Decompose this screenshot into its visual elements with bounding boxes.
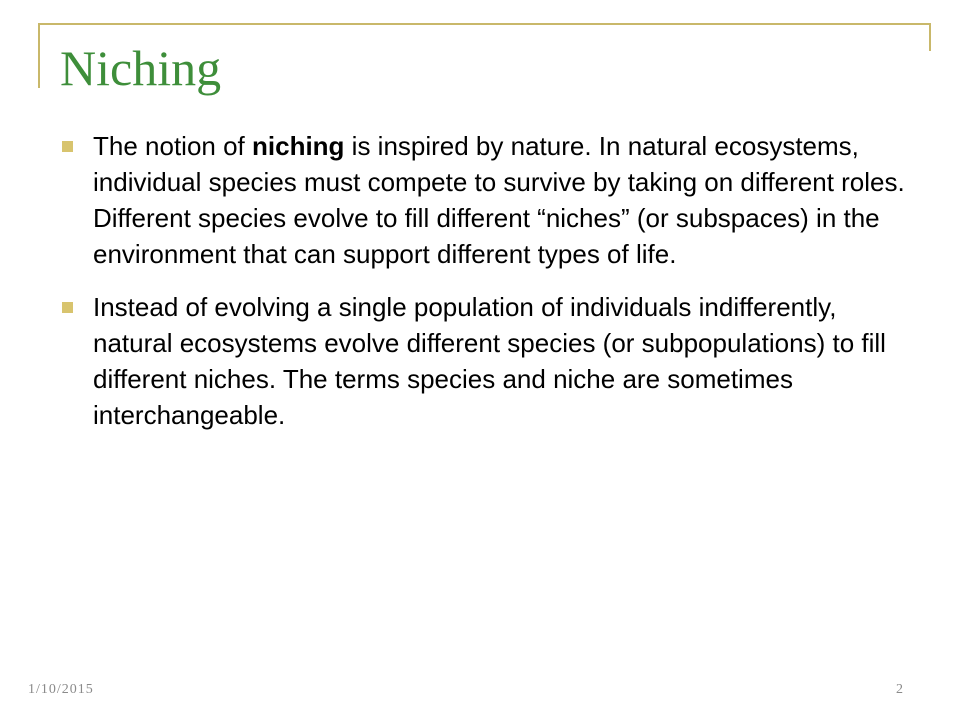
bullet-text: Instead of evolving a single population of individuals indifferently, natural ecosystems evolve different species (or subpopulations) to fill different niches. The terms species and niche are sometimes interchangeable. <box>93 292 886 430</box>
bullet-item-niching-definition <box>62 128 912 272</box>
square-bullet-icon <box>62 302 73 313</box>
bullet-text-bold-term: niching <box>252 131 345 161</box>
bullet-text-before: The notion of <box>93 131 252 161</box>
bullet-item-species-niches <box>62 289 912 433</box>
frame-left-line <box>38 23 40 88</box>
footer-date: 1/10/2015 <box>28 682 94 697</box>
frame-right-line <box>929 23 931 51</box>
square-bullet-icon <box>62 141 73 152</box>
bullet-list <box>62 128 912 450</box>
bullet-text-after: is inspired by nature. In natural ecosystems, individual species must compete to survive by taking on different roles. Different species evolve to fill different “niches” (or subspaces) in the environment that can support different types of life. <box>93 131 905 269</box>
bullet-text <box>93 131 905 269</box>
page-number: 2 <box>896 682 903 697</box>
slide-title: Niching <box>60 40 222 96</box>
frame-top-line <box>38 23 931 25</box>
